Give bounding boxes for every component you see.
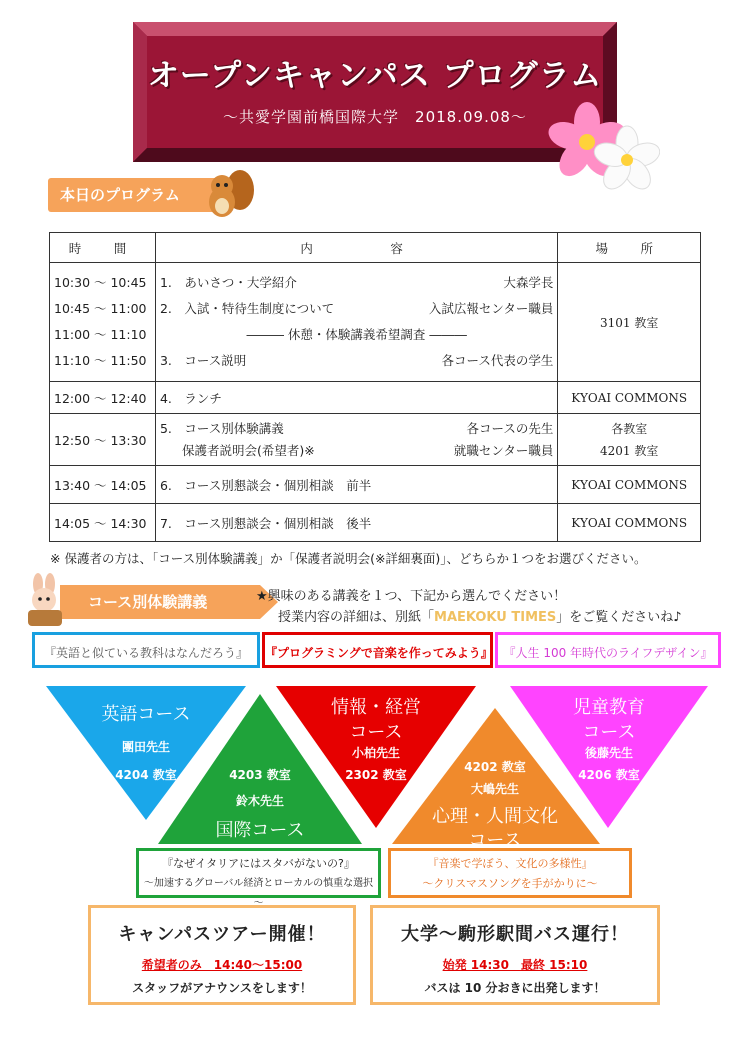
table-row [50, 382, 701, 414]
instruction-line1: ★興味のある講義を１つ、下記から選んでください！ [256, 589, 567, 604]
intl-teacher: 鈴木先生 [235, 794, 284, 808]
psych-room: 4202 教室 [464, 760, 526, 774]
content-item: 保護者説明会(希望者)※ [181, 442, 315, 458]
time-value: 10:45 ～ 11:00 [54, 301, 147, 316]
bus-service-time: 始発 14:30 最終 15:10 [442, 958, 588, 972]
instruction-text: 授業内容の詳細は、別紙「 [278, 610, 435, 625]
it-course-name-2: コース [349, 722, 403, 743]
time-cell: 14:05 ～ 14:30 [50, 504, 156, 542]
bus-service-title: 大学～駒形駅間バス運行！ [401, 924, 629, 945]
header-content: 内 容 [155, 233, 557, 263]
english-teacher: 團田先生 [121, 740, 170, 754]
time-value: 11:10 ～ 11:50 [54, 353, 147, 368]
squirrel-icon [200, 168, 260, 224]
rabbit-icon [22, 572, 74, 628]
intl-topic-1: 『なぜイタリアにはスタバがないの?』 [162, 857, 355, 870]
person: 大森学長 [503, 275, 554, 290]
header-time: 時 間 [50, 233, 156, 263]
child-teacher: 後藤先生 [584, 746, 633, 760]
content-item: 3. コース説明 [159, 353, 247, 368]
course-section-tag: コース別体験講義 [88, 593, 208, 611]
time-value: 11:00 ～ 11:10 [54, 327, 147, 342]
schedule-table [49, 232, 701, 542]
it-course-name-1: 情報・経営 [331, 697, 421, 718]
instruction-line2 [278, 606, 682, 625]
it-topic-box: 『プログラミングで音楽を作ってみよう』 [262, 632, 493, 668]
content-item: 2. 入試・特待生制度について [159, 301, 335, 316]
flower-icon [545, 100, 660, 195]
psych-course-name-2: コース [468, 830, 522, 851]
child-course-name-2: コース [582, 722, 636, 743]
page-subtitle: ～共愛学園前橋国際大学 2018.09.08～ [223, 108, 527, 126]
place-cell: KYOAI COMMONS [558, 504, 701, 542]
page-title: オープンキャンパス プログラム [147, 58, 603, 94]
content-item: 1. あいさつ・大学紹介 [159, 275, 297, 290]
maekoku-times-label: MAEKOKU TIMES [434, 610, 557, 625]
intl-room: 4203 教室 [229, 768, 291, 782]
table-row [50, 263, 701, 382]
table-header-row [50, 233, 701, 263]
psych-topic-1: 『音楽で学ぼう、文化の多様性』 [427, 857, 593, 870]
bus-service-box [370, 905, 660, 1005]
psych-topic-2: ～クリスマスソングを手がかりに～ [422, 877, 598, 890]
header-place: 場 所 [558, 233, 701, 263]
person: 各コースの先生 [466, 420, 554, 436]
program-section-tag: 本日のプログラム [48, 178, 218, 212]
intl-course-name: 国際コース [215, 820, 305, 841]
time-value: 10:30 ～ 10:45 [54, 275, 147, 290]
campus-tour-title: キャンパスツアー開催！ [118, 924, 326, 945]
place-value: 4201 教室 [600, 443, 659, 458]
instruction-text: 」をご覧くださいね♪ [556, 610, 682, 625]
time-cell: 12:50 ～ 13:30 [50, 414, 156, 466]
psych-topic-box [388, 848, 632, 898]
parent-note: ※ 保護者の方は、「コース別体験講義」か「保護者説明会(※詳細裏面)」、どちらか１つをお選びください。 [50, 551, 647, 566]
content-cell [155, 414, 557, 466]
it-room: 2302 教室 [345, 768, 407, 782]
campus-tour-desc: スタッフがアナウンスをします！ [132, 981, 312, 995]
table-row [50, 414, 701, 466]
psych-teacher: 大嶋先生 [470, 782, 519, 796]
place-value: 各教室 [611, 421, 648, 436]
english-course-name: 英語コース [101, 704, 191, 725]
psych-course-name-1: 心理・人間文化 [432, 806, 558, 827]
table-row [50, 504, 701, 542]
content-item: ――― 休憩・体験講義希望調査 ――― [246, 327, 467, 342]
english-room: 4204 教室 [115, 768, 177, 782]
child-topic-box: 『人生 100 年時代のライフデザイン』 [495, 632, 721, 668]
person: 各コース代表の学生 [441, 353, 554, 368]
place-cell [558, 414, 701, 466]
content-cell: 7. コース別懇談会・個別相談 後半 [155, 504, 557, 542]
child-course-name-1: 児童教育 [573, 697, 645, 718]
content-cell [155, 263, 557, 382]
time-cell [50, 263, 156, 382]
content-cell: 6. コース別懇談会・個別相談 前半 [155, 466, 557, 504]
campus-tour-time: 希望者のみ 14:40～15:00 [141, 958, 303, 972]
english-topic-box: 『英語と似ている教科はなんだろう』 [32, 632, 260, 668]
person: 就職センター職員 [453, 442, 554, 458]
intl-topic-2: ～加速するグローバル経済とローカルの慎重な選択～ [143, 878, 374, 909]
time-cell: 13:40 ～ 14:05 [50, 466, 156, 504]
place-cell: KYOAI COMMONS [558, 466, 701, 504]
place-cell: 3101 教室 [558, 263, 701, 382]
child-room: 4206 教室 [578, 768, 640, 782]
campus-tour-box [88, 905, 356, 1005]
bus-service-desc: バスは 10 分おきに出発します！ [424, 981, 606, 995]
place-cell: KYOAI COMMONS [558, 382, 701, 414]
person: 入試広報センター職員 [428, 301, 554, 316]
content-cell: 4. ランチ [155, 382, 557, 414]
it-teacher: 小柏先生 [351, 746, 400, 760]
intl-topic-box [136, 848, 381, 909]
time-cell: 12:00 ～ 12:40 [50, 382, 156, 414]
table-row [50, 466, 701, 504]
content-item: 5. コース別体験講義 [159, 420, 284, 436]
